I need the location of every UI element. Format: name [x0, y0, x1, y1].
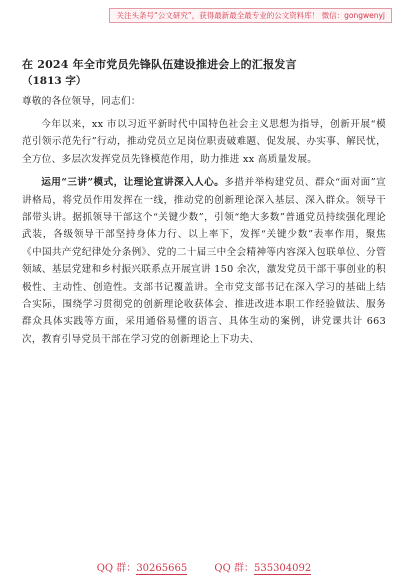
qq-group-2-label: QQ 群： [214, 563, 254, 574]
qq-group-1-label: QQ 群： [96, 563, 137, 574]
qq-group-1 [97, 562, 187, 576]
paragraph-2-lead: 运用“三讲”模式，让理论宣讲深入人心。 [41, 177, 225, 189]
qq-group-2 [214, 562, 311, 576]
paragraph-2 [22, 174, 386, 348]
paragraph-1: 今年以来，xx 市以习近平新时代中国特色社会主义思想为指导，创新开展“模范引领示范先行”行动，推动党员立足岗位职责破难题、促发展、办实事、解民忧，全方位、多层次发挥党员先锋模范作用，助力推进 xx 高质量发展。 [22, 119, 386, 165]
qq-group-1-number: 30265665 [136, 563, 188, 574]
qq-group-2-number: 535304092 [253, 563, 312, 574]
word-count: （1813 字） [22, 75, 87, 87]
document-body [22, 58, 386, 348]
bottom-qq-banner [0, 562, 408, 576]
paragraph-2-body: 多措并举构建党员、群众“面对面”宣讲格局，将党员作用发挥在一线，推动党的创新理论深入基层、深入群众。领导干部带头讲。据抓领导干部这个“关键少数”，引领“绝大多数”普通党员持续强化理论武装，各级领导干部坚持身体力行、以上率下，发挥“关键少数”表率作用，聚焦《中国共产党纪律处分条例》、党的二十届三中全会精神等内容深入包联单位、分管领域、基层党建和乡村振兴联系点开展宣讲 150 余次，激发党员干部干事创业的积极性、主动性、创造性。支部书记覆盖讲。全市党支部书记在深入学习的基础上结合实际，围绕学习贯彻党的创新理论收获体会、推进改进本职工作经验做法、服务群众具体实践等方面，采用通俗易懂的语言、具体生动的案例，讲党课共计 663 次，教育引导党员干部在学习党的创新理论上下功夫、 [22, 177, 386, 345]
document-title: 在 2024 年全市党员先锋队伍建设推进会上的汇报发言 [22, 58, 297, 71]
top-promo-banner: 关注头条号“公文研究”，获得最新最全最专业的公文资料库！ 微信：gongwenyj [109, 8, 392, 23]
greeting: 尊敬的各位领导，同志们： [22, 96, 141, 107]
